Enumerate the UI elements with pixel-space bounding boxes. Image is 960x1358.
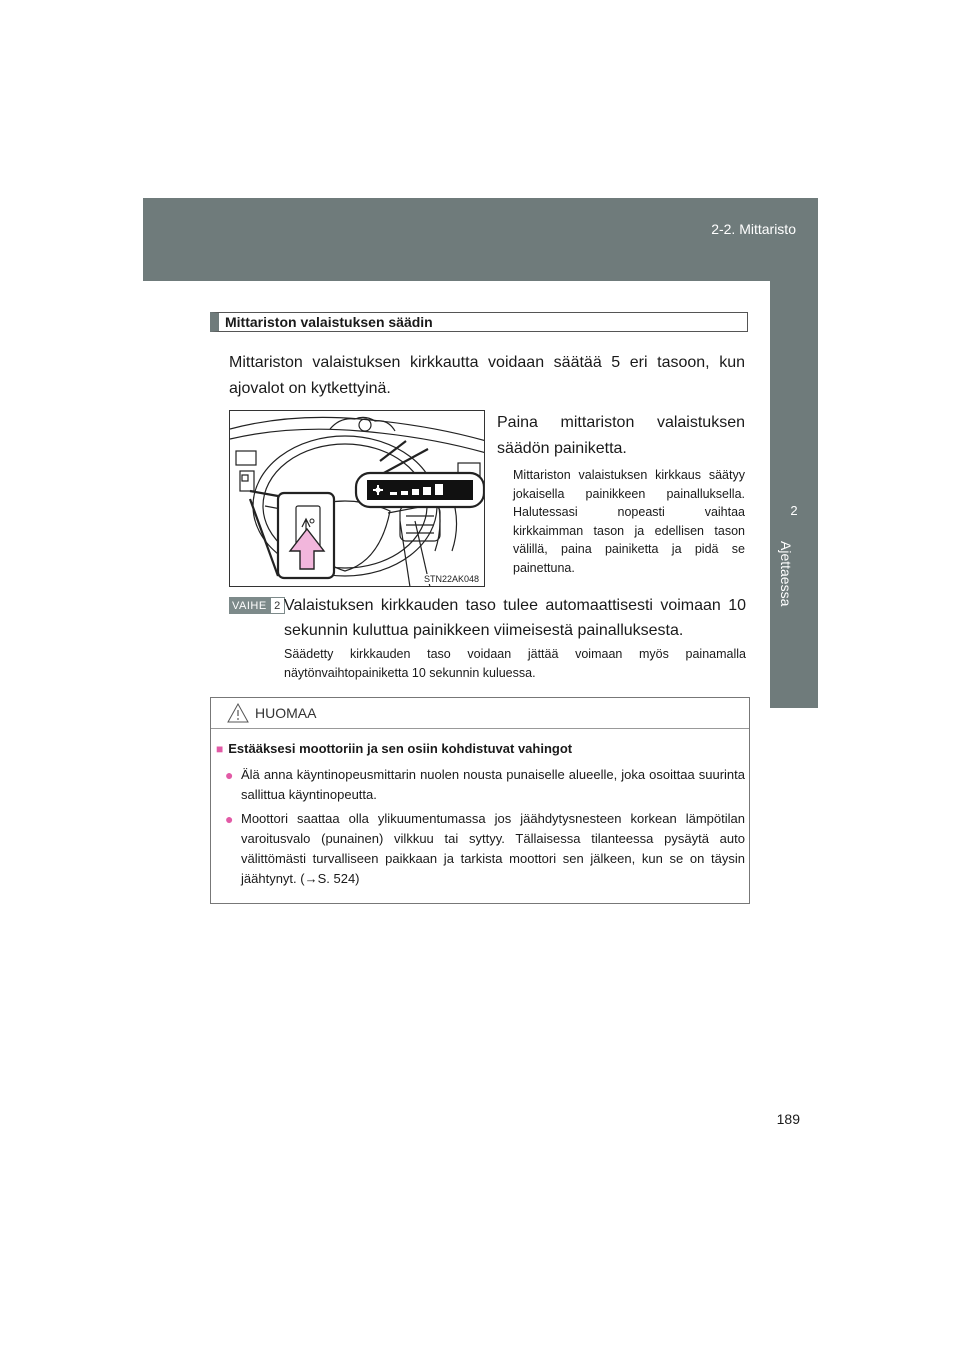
caution-bullet	[225, 765, 745, 805]
caution-bullet-text: Älä anna käyntinopeusmittarin nuolen nousta punaiselle alueelle, joka osoittaa suurinta sallittua käyntinopeutta.	[241, 767, 745, 802]
step-2-instruction: Valaistuksen kirkkauden taso tulee automaattisesti voimaan 10 sekunnin kuluttua painikkeen viimeisestä painalluksesta.	[284, 597, 746, 639]
dashboard-illustration	[229, 410, 485, 587]
circle-bullet-icon: ●	[225, 767, 234, 783]
caution-bullet-text: Moottori saattaa olla ylikuumentumassa jos jäähdytysnesteen korkean lämpötilan varoitusvalo (punainen) vilkkuu tai syttyy. Tällaisessa tilanteessa pysäytä auto välittömästi turvalliseen paikkaan ja tarkista moottori sen jälkeen, kun se on täysin jäähtynyt. (→S. 524)	[241, 811, 745, 886]
step-2-note: Säädetty kirkkauden taso voidaan jättää voimaan myös painamalla näytönvaihtopainiketta 10 sekunnin kuluessa.	[284, 647, 746, 680]
brightness-indicator-icon	[356, 473, 484, 507]
page-number: 189	[776, 1111, 800, 1127]
square-bullet-icon: ■	[216, 742, 224, 756]
step-1-instruction	[497, 410, 745, 462]
caution-box	[210, 697, 750, 904]
caution-subheading-text: Estääksesi moottoriin ja sen osiin kohdistuvat vahingot	[228, 741, 573, 756]
warning-triangle-icon	[227, 703, 249, 723]
caution-header	[211, 698, 749, 729]
chapter-number: 2	[790, 503, 798, 518]
intro-paragraph: Mittariston valaistuksen kirkkautta voidaan säätää 5 eri tasoon, kun ajovalot on kytkettyinä.	[229, 354, 745, 397]
step-badge-word: VAIHE	[229, 597, 270, 614]
steering-wheel-icon	[230, 411, 485, 587]
section-heading	[210, 312, 748, 332]
chapter-tab	[770, 281, 818, 708]
step-badge-2	[229, 597, 285, 614]
circle-bullet-icon: ●	[225, 811, 234, 827]
caution-subheading	[216, 741, 572, 756]
section-title: 2-2. Mittaristo	[711, 221, 796, 237]
caution-bullet	[225, 809, 745, 889]
caution-title: HUOMAA	[255, 705, 317, 721]
step-1-line-1: Paina mittariston valaistuksen	[497, 414, 745, 431]
chapter-label: Ajettaessa	[778, 541, 794, 607]
step-1-note: Mittariston valaistuksen kirkkaus säätyy jokaisella painikkeen painalluksella. Halutessasi nopeasti vaihtaa kirkkaimman tason ja edellisen tason välillä, paina painiketta ja pidä se painettuna.	[513, 468, 745, 575]
image-caption: STN22AK048	[423, 574, 479, 584]
section-heading-text: Mittariston valaistuksen säädin	[225, 314, 433, 330]
step-1-line-2: säädön painiketta.	[497, 440, 627, 457]
step-badge-number: 2	[270, 597, 285, 614]
header-band	[143, 198, 818, 281]
